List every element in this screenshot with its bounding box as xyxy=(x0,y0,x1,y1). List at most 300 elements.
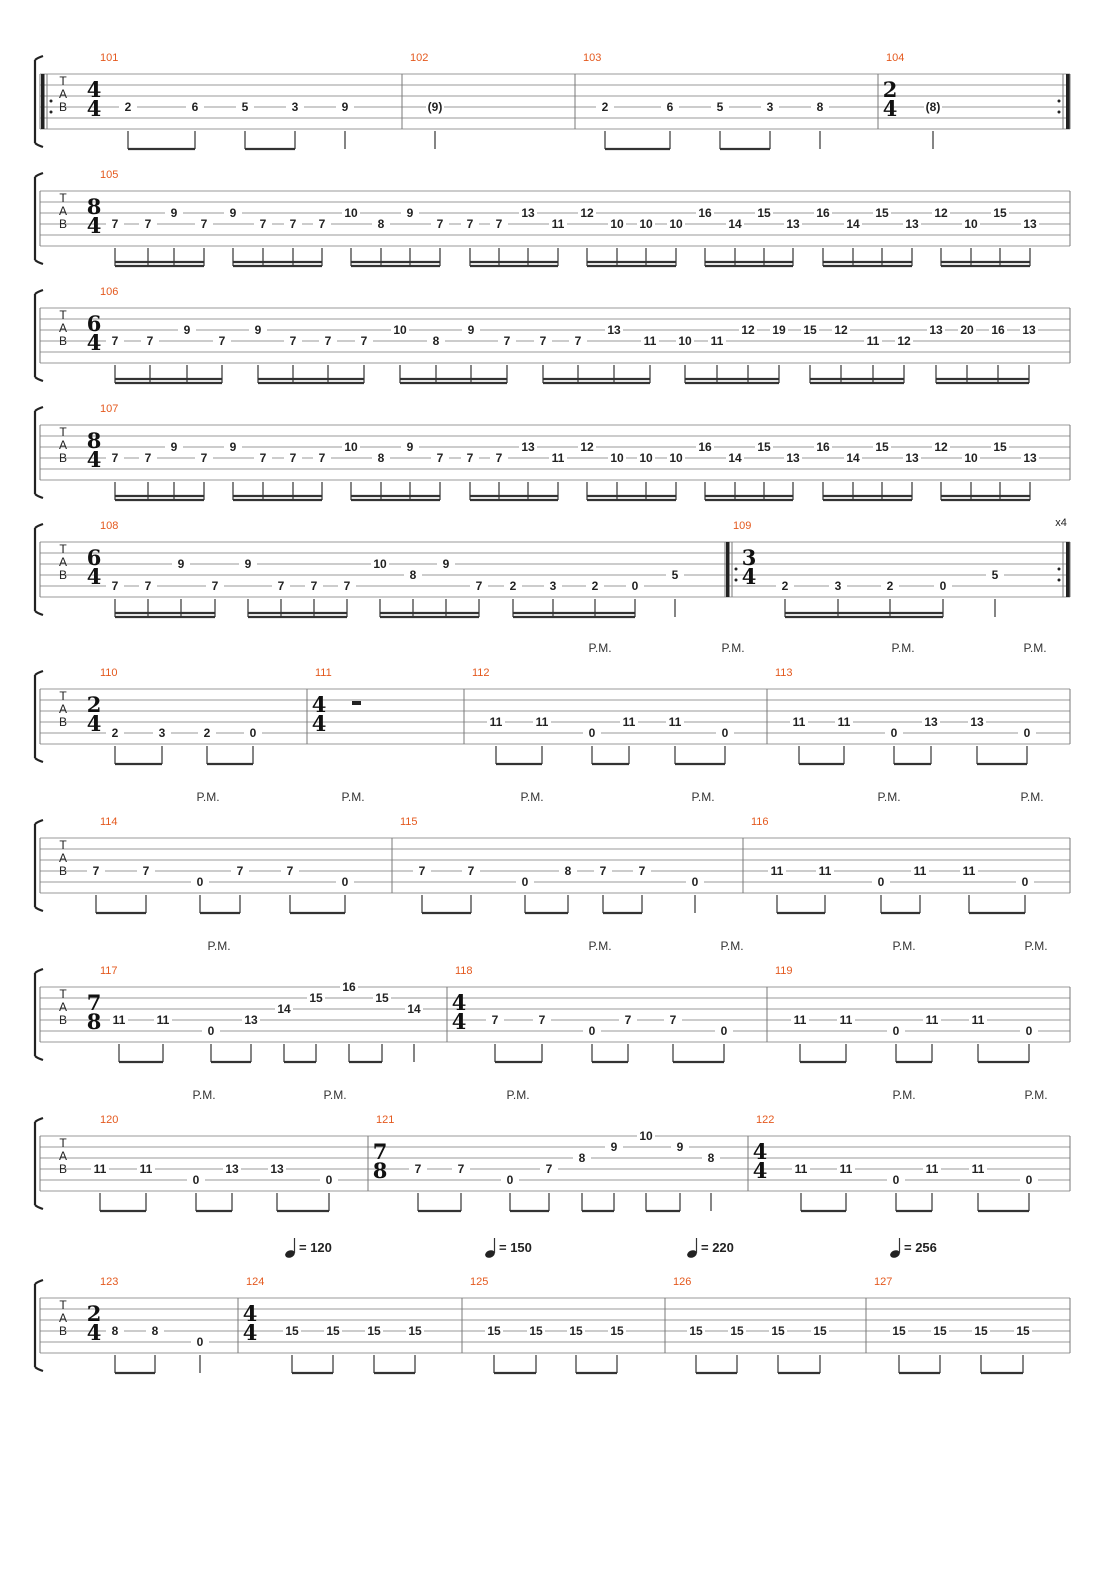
measure xyxy=(583,52,878,149)
fret-number: 10 xyxy=(639,217,653,231)
measure-number: 101 xyxy=(100,52,119,64)
fret-number: 13 xyxy=(270,1162,284,1176)
time-signature-denominator: 8 xyxy=(86,1009,102,1034)
tab-clef-b: B xyxy=(58,1162,68,1176)
fret-number: 10 xyxy=(610,451,624,465)
fret-number: 8 xyxy=(816,100,824,114)
palm-mute-marking: P.M. xyxy=(196,790,220,804)
measure-number: 123 xyxy=(100,1276,119,1288)
measure-number: 126 xyxy=(673,1276,692,1288)
tab-clef-a: A xyxy=(58,851,68,865)
fret-number: 0 xyxy=(892,1173,900,1187)
fret-number: 11 xyxy=(866,334,880,348)
palm-mute-marking: P.M. xyxy=(192,1088,216,1102)
fret-number: 11 xyxy=(710,334,724,348)
fret-number: 8 xyxy=(377,217,385,231)
fret-number: 13 xyxy=(607,323,621,337)
fret-number: 7 xyxy=(289,217,297,231)
measure xyxy=(883,52,1070,149)
time-signature-numerator: 6 xyxy=(86,545,102,570)
fret-number: 14 xyxy=(846,451,860,465)
tab-clef-b: B xyxy=(58,451,68,465)
system-bracket xyxy=(35,173,43,264)
fret-number: 0 xyxy=(720,1024,728,1038)
time-signature-numerator: 7 xyxy=(372,1139,388,1164)
fret-number: 11 xyxy=(139,1162,153,1176)
repeat-dot xyxy=(1058,568,1061,571)
time-signature-numerator: 4 xyxy=(752,1139,768,1164)
palm-mute-marking: P.M. xyxy=(323,1088,347,1102)
fret-number: 14 xyxy=(846,217,860,231)
time-signature-numerator: 6 xyxy=(86,311,102,336)
fret-number: 15 xyxy=(771,1324,785,1338)
tab-system xyxy=(35,286,1070,383)
palm-mute-marking: P.M. xyxy=(506,1088,530,1102)
fret-number: 10 xyxy=(344,206,358,220)
fret-number: 9 xyxy=(406,206,414,220)
fret-number: (8) xyxy=(925,100,941,114)
measure xyxy=(87,169,1070,266)
measure xyxy=(726,517,1070,617)
fret-number: 7 xyxy=(92,864,100,878)
measure-number: 117 xyxy=(100,965,118,977)
fret-number: 0 xyxy=(721,726,729,740)
fret-number: 15 xyxy=(569,1324,583,1338)
fret-number: 7 xyxy=(538,1013,546,1027)
fret-number: 13 xyxy=(924,715,938,729)
fret-number: 5 xyxy=(241,100,249,114)
measure xyxy=(87,286,1070,383)
fret-number: 9 xyxy=(406,440,414,454)
fret-number: 7 xyxy=(111,334,119,348)
tempo-marking: = 220 xyxy=(701,1240,734,1255)
measure-number: 114 xyxy=(100,816,118,828)
fret-number: 7 xyxy=(200,217,208,231)
fret-number: 16 xyxy=(816,206,830,220)
measure-number: 111 xyxy=(315,667,332,679)
measure xyxy=(243,1276,462,1373)
tempo-marking: = 150 xyxy=(499,1240,532,1255)
time-signature-numerator: 2 xyxy=(86,692,102,717)
palm-mute-marking: P.M. xyxy=(588,939,612,953)
system-bracket xyxy=(35,1118,43,1209)
measure-number: 109 xyxy=(733,520,752,532)
measure-number: 105 xyxy=(100,169,119,181)
time-signature-denominator: 4 xyxy=(86,330,102,355)
fret-number: 9 xyxy=(254,323,262,337)
measure-number: 112 xyxy=(472,667,490,679)
fret-number: 7 xyxy=(624,1013,632,1027)
fret-number: 0 xyxy=(892,1024,900,1038)
fret-number: 20 xyxy=(960,323,974,337)
fret-number: 11 xyxy=(925,1162,939,1176)
repeat-dot xyxy=(50,100,53,103)
fret-number: 11 xyxy=(668,715,682,729)
time-signature-numerator: 7 xyxy=(86,990,102,1015)
tab-system xyxy=(35,1238,1070,1373)
fret-number: 7 xyxy=(599,864,607,878)
time-signature-numerator: 8 xyxy=(86,194,102,219)
fret-number: 7 xyxy=(211,579,219,593)
fret-number: 7 xyxy=(200,451,208,465)
palm-mute-marking: P.M. xyxy=(721,641,745,655)
fret-number: 9 xyxy=(676,1140,684,1154)
tab-clef-a: A xyxy=(58,438,68,452)
fret-number: 3 xyxy=(158,726,166,740)
fret-number: 7 xyxy=(310,579,318,593)
fret-number: 7 xyxy=(146,334,154,348)
fret-number: 13 xyxy=(1022,323,1036,337)
fret-number: 11 xyxy=(839,1162,853,1176)
fret-number: 13 xyxy=(521,440,535,454)
fret-number: 12 xyxy=(580,206,594,220)
fret-number: 7 xyxy=(111,217,119,231)
fret-number: 13 xyxy=(905,217,919,231)
measure xyxy=(753,1114,1070,1211)
fret-number: 7 xyxy=(436,451,444,465)
tab-clef-t: T xyxy=(59,74,67,88)
fret-number: 14 xyxy=(407,1002,421,1016)
tab-clef-t: T xyxy=(59,1298,67,1312)
fret-number: 0 xyxy=(341,875,349,889)
fret-number: 15 xyxy=(757,440,771,454)
measure xyxy=(87,520,725,617)
fret-number: 9 xyxy=(183,323,191,337)
fret-number: 5 xyxy=(991,568,999,582)
palm-mute-marking: P.M. xyxy=(588,641,612,655)
palm-mute-marking: P.M. xyxy=(691,790,715,804)
fret-number: 13 xyxy=(905,451,919,465)
tab-clef-t: T xyxy=(59,987,67,1001)
fret-number: 8 xyxy=(707,1151,715,1165)
time-signature-denominator: 4 xyxy=(451,1009,467,1034)
fret-number: 15 xyxy=(933,1324,947,1338)
tab-clef-b: B xyxy=(58,864,68,878)
fret-number: 13 xyxy=(521,206,535,220)
fret-number: 7 xyxy=(457,1162,465,1176)
measure-number: 106 xyxy=(100,286,119,298)
fret-number: 12 xyxy=(897,334,911,348)
tab-clef-a: A xyxy=(58,1311,68,1325)
repeat-dot xyxy=(1058,100,1061,103)
fret-number: 10 xyxy=(344,440,358,454)
fret-number: 0 xyxy=(325,1173,333,1187)
fret-number: 2 xyxy=(601,100,609,114)
measure xyxy=(373,1114,748,1211)
fret-number: 10 xyxy=(678,334,692,348)
fret-number: 0 xyxy=(207,1024,215,1038)
fret-number: 5 xyxy=(716,100,724,114)
fret-number: 11 xyxy=(112,1013,126,1027)
fret-number: 11 xyxy=(489,715,503,729)
fret-number: 2 xyxy=(886,579,894,593)
tab-clef-b: B xyxy=(58,715,68,729)
fret-number: 7 xyxy=(318,217,326,231)
tab-system xyxy=(35,52,1070,149)
fret-number: 15 xyxy=(285,1324,299,1338)
fret-number: 0 xyxy=(631,579,639,593)
fret-number: 11 xyxy=(962,864,976,878)
fret-number: 11 xyxy=(643,334,657,348)
fret-number: 15 xyxy=(689,1324,703,1338)
fret-number: 10 xyxy=(639,1129,653,1143)
fret-number: 0 xyxy=(877,875,885,889)
tab-clef-b: B xyxy=(58,1324,68,1338)
measure xyxy=(91,1114,368,1211)
fret-number: 10 xyxy=(639,451,653,465)
measure xyxy=(874,1276,1070,1373)
measure xyxy=(41,52,402,149)
tab-clef-a: A xyxy=(58,321,68,335)
fret-number: 15 xyxy=(487,1324,501,1338)
time-signature-denominator: 4 xyxy=(311,711,327,736)
measure xyxy=(751,816,1070,913)
fret-number: 11 xyxy=(770,864,784,878)
tab-system xyxy=(35,939,1070,1062)
fret-number: 7 xyxy=(111,579,119,593)
palm-mute-marking: P.M. xyxy=(341,790,365,804)
fret-number: 9 xyxy=(467,323,475,337)
fret-number: 15 xyxy=(367,1324,381,1338)
fret-number: 15 xyxy=(1016,1324,1030,1338)
fret-number: 7 xyxy=(414,1162,422,1176)
measure xyxy=(452,965,767,1062)
tab-clef-a: A xyxy=(58,1149,68,1163)
fret-number: 0 xyxy=(588,1024,596,1038)
tempo-marking: = 120 xyxy=(299,1240,332,1255)
fret-number: 7 xyxy=(343,579,351,593)
fret-number: 11 xyxy=(971,1162,985,1176)
tab-clef-a: A xyxy=(58,204,68,218)
measure-number: 107 xyxy=(100,403,119,415)
fret-number: 11 xyxy=(818,864,832,878)
tab-clef-a: A xyxy=(58,702,68,716)
repeat-end-thick-bar xyxy=(1066,74,1070,129)
tab-clef-b: B xyxy=(58,334,68,348)
fret-number: 15 xyxy=(813,1324,827,1338)
fret-number: 8 xyxy=(377,451,385,465)
fret-number: 11 xyxy=(792,715,806,729)
fret-number: 11 xyxy=(156,1013,170,1027)
palm-mute-marking: P.M. xyxy=(892,1088,916,1102)
repeat-dot xyxy=(1058,579,1061,582)
system-bracket xyxy=(35,1280,43,1371)
fret-number: 7 xyxy=(467,864,475,878)
measure xyxy=(470,1276,665,1373)
fret-number: 3 xyxy=(549,579,557,593)
fret-number: 10 xyxy=(669,217,683,231)
fret-number: 0 xyxy=(588,726,596,740)
fret-number: 9 xyxy=(177,557,185,571)
fret-number: 5 xyxy=(671,568,679,582)
measure-number: 124 xyxy=(246,1276,265,1288)
fret-number: 11 xyxy=(93,1162,107,1176)
fret-number: 8 xyxy=(564,864,572,878)
palm-mute-marking: P.M. xyxy=(892,939,916,953)
fret-number: 7 xyxy=(218,334,226,348)
tab-clef-b: B xyxy=(58,1013,68,1027)
measure xyxy=(87,1276,238,1373)
fret-number: 7 xyxy=(495,217,503,231)
fret-number: 15 xyxy=(993,206,1007,220)
measure xyxy=(312,667,464,744)
fret-number: 13 xyxy=(225,1162,239,1176)
palm-mute-marking: P.M. xyxy=(207,939,231,953)
fret-number: 10 xyxy=(373,557,387,571)
time-signature-denominator: 4 xyxy=(242,1320,258,1345)
fret-number: 15 xyxy=(875,440,889,454)
fret-number: 0 xyxy=(506,1173,514,1187)
fret-number: 11 xyxy=(793,1013,807,1027)
tab-clef-a: A xyxy=(58,1000,68,1014)
fret-number: 0 xyxy=(1025,1024,1033,1038)
fret-number: 11 xyxy=(551,217,565,231)
tab-clef-t: T xyxy=(59,308,67,322)
fret-number: 0 xyxy=(939,579,947,593)
fret-number: 12 xyxy=(580,440,594,454)
fret-number: 9 xyxy=(170,206,178,220)
fret-number: 2 xyxy=(124,100,132,114)
tab-clef-t: T xyxy=(59,191,67,205)
fret-number: 0 xyxy=(890,726,898,740)
fret-number: 12 xyxy=(934,206,948,220)
fret-number: 0 xyxy=(521,875,529,889)
fret-number: 6 xyxy=(666,100,674,114)
tab-clef-t: T xyxy=(59,425,67,439)
palm-mute-marking: P.M. xyxy=(891,641,915,655)
fret-number: 0 xyxy=(196,1335,204,1349)
measure xyxy=(673,1276,866,1373)
fret-number: 16 xyxy=(342,980,356,994)
fret-number: 12 xyxy=(934,440,948,454)
time-signature-numerator: 4 xyxy=(242,1301,258,1326)
measure xyxy=(87,965,447,1062)
fret-number: 8 xyxy=(578,1151,586,1165)
measure-number: 122 xyxy=(756,1114,775,1126)
fret-number: 0 xyxy=(1021,875,1029,889)
fret-number: 7 xyxy=(539,334,547,348)
measure-number: 120 xyxy=(100,1114,119,1126)
palm-mute-marking: P.M. xyxy=(1020,790,1044,804)
time-signature-numerator: 2 xyxy=(882,77,898,102)
fret-number: 7 xyxy=(144,579,152,593)
measure-number: 102 xyxy=(410,52,429,64)
fret-number: (9) xyxy=(427,100,443,114)
palm-mute-marking: P.M. xyxy=(1024,939,1048,953)
fret-number: 9 xyxy=(170,440,178,454)
time-signature-denominator: 4 xyxy=(752,1158,768,1183)
measure xyxy=(410,52,575,149)
tab-clef-b: B xyxy=(58,568,68,582)
repeat-end-thick-bar xyxy=(1066,542,1070,597)
fret-number: 7 xyxy=(574,334,582,348)
time-signature-denominator: 4 xyxy=(882,96,898,121)
fret-number: 13 xyxy=(929,323,943,337)
fret-number: 13 xyxy=(786,451,800,465)
fret-number: 8 xyxy=(432,334,440,348)
system-bracket xyxy=(35,969,43,1060)
fret-number: 9 xyxy=(244,557,252,571)
fret-number: 15 xyxy=(892,1324,906,1338)
fret-number: 2 xyxy=(111,726,119,740)
fret-number: 7 xyxy=(318,451,326,465)
fret-number: 0 xyxy=(249,726,257,740)
fret-number: 13 xyxy=(970,715,984,729)
repeat-dot xyxy=(1058,111,1061,114)
fret-number: 7 xyxy=(236,864,244,878)
palm-mute-marking: P.M. xyxy=(1024,1088,1048,1102)
repeat-start-thick-bar xyxy=(41,74,45,129)
fret-number: 7 xyxy=(418,864,426,878)
fret-number: 11 xyxy=(837,715,851,729)
fret-number: 10 xyxy=(669,451,683,465)
tab-clef-t: T xyxy=(59,689,67,703)
fret-number: 9 xyxy=(610,1140,618,1154)
repeat-start-thick-bar xyxy=(726,542,730,597)
fret-number: 7 xyxy=(259,451,267,465)
repeat-dot xyxy=(50,111,53,114)
fret-number: 15 xyxy=(974,1324,988,1338)
fret-number: 14 xyxy=(728,217,742,231)
system-bracket xyxy=(35,290,43,381)
tab-clef-t: T xyxy=(59,1136,67,1150)
fret-number: 3 xyxy=(291,100,299,114)
fret-number: 8 xyxy=(409,568,417,582)
tempo-marking: = 256 xyxy=(904,1240,937,1255)
tab-clef-a: A xyxy=(58,555,68,569)
fret-number: 0 xyxy=(691,875,699,889)
measure-number: 104 xyxy=(886,52,905,64)
fret-number: 11 xyxy=(551,451,565,465)
fret-number: 9 xyxy=(341,100,349,114)
time-signature-numerator: 2 xyxy=(86,1301,102,1326)
fret-number: 7 xyxy=(466,217,474,231)
fret-number: 8 xyxy=(111,1324,119,1338)
measure xyxy=(472,667,767,764)
fret-number: 15 xyxy=(529,1324,543,1338)
fret-number: 11 xyxy=(535,715,549,729)
measure-number: 125 xyxy=(470,1276,489,1288)
fret-number: 7 xyxy=(324,334,332,348)
fret-number: 10 xyxy=(964,451,978,465)
fret-number: 7 xyxy=(503,334,511,348)
fret-number: 2 xyxy=(781,579,789,593)
fret-number: 13 xyxy=(244,1013,258,1027)
fret-number: 2 xyxy=(591,579,599,593)
fret-number: 14 xyxy=(728,451,742,465)
palm-mute-marking: P.M. xyxy=(720,939,744,953)
fret-number: 7 xyxy=(466,451,474,465)
fret-number: 11 xyxy=(913,864,927,878)
tab-clef-b: B xyxy=(58,217,68,231)
fret-number: 15 xyxy=(326,1324,340,1338)
fret-number: 10 xyxy=(964,217,978,231)
fret-number: 7 xyxy=(638,864,646,878)
tab-clef-t: T xyxy=(59,542,67,556)
system-bracket xyxy=(35,407,43,498)
fret-number: 0 xyxy=(1023,726,1031,740)
tab-clef-b: B xyxy=(58,100,68,114)
fret-number: 15 xyxy=(375,991,389,1005)
tab-clef-t: T xyxy=(59,838,67,852)
fret-number: 16 xyxy=(698,206,712,220)
fret-number: 10 xyxy=(393,323,407,337)
fret-number: 7 xyxy=(436,217,444,231)
fret-number: 19 xyxy=(772,323,786,337)
fret-number: 15 xyxy=(610,1324,624,1338)
palm-mute-marking: P.M. xyxy=(1023,641,1047,655)
fret-number: 7 xyxy=(495,451,503,465)
